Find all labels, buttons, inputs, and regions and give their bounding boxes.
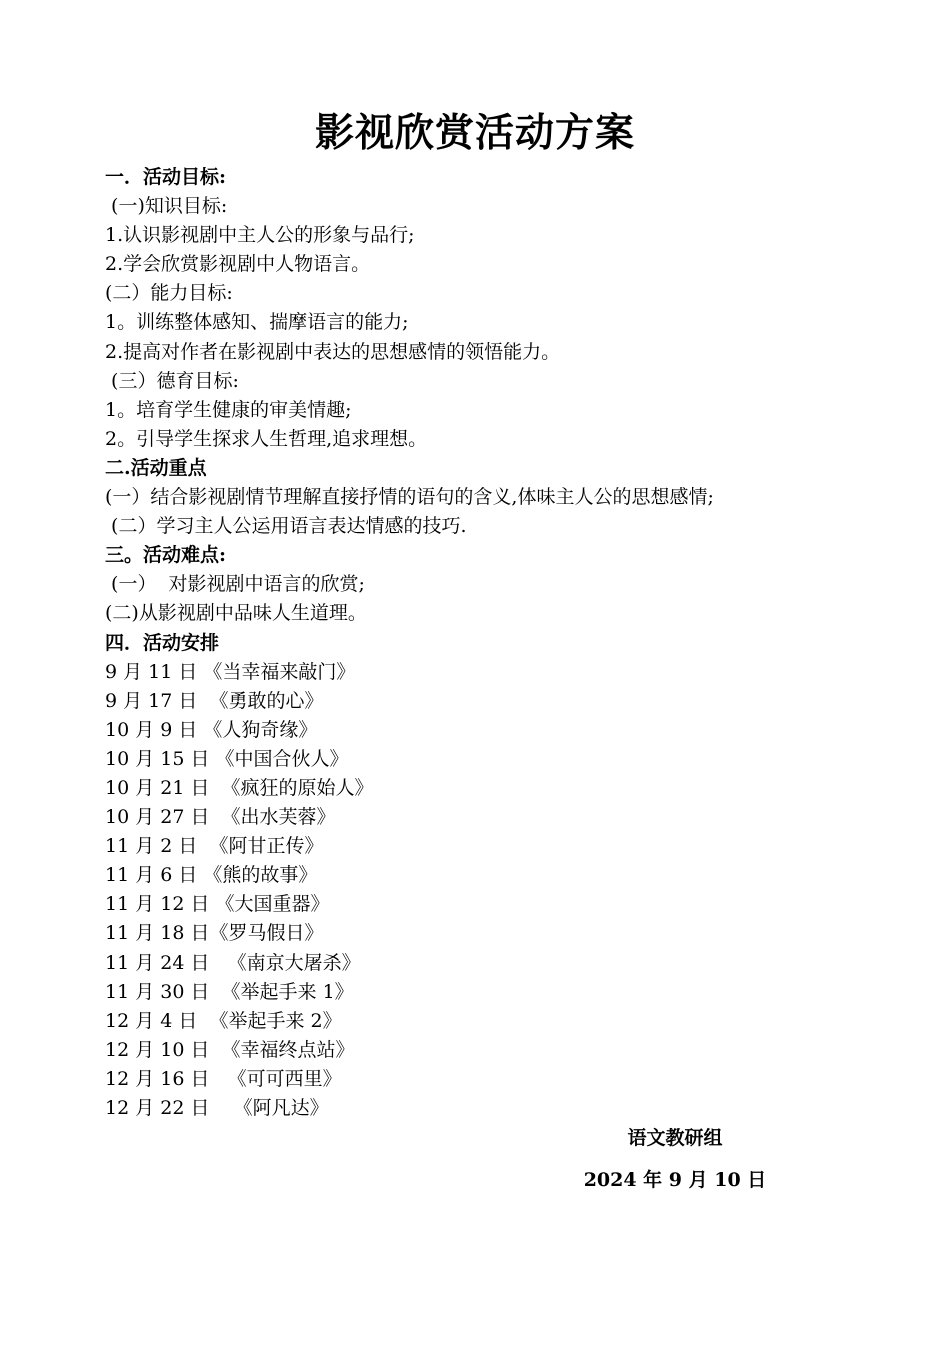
schedule-item: 9 月 17 日 《勇敢的心》	[105, 689, 324, 712]
schedule-item: 10 月 21 日 《疯狂的原始人》	[105, 776, 374, 799]
section-line: (一)知识目标:	[105, 195, 228, 218]
section-heading: 四．活动安排	[105, 631, 220, 654]
document-title: 影视欣赏活动方案	[314, 110, 635, 156]
section-heading: 一．活动目标:	[105, 166, 227, 188]
section-line: 2.提高对作者在影视剧中表达的思想感情的领悟能力。	[105, 340, 561, 363]
schedule-item: 10 月 9 日 《人狗奇缘》	[105, 718, 318, 741]
schedule-item: 11 月 12 日 《大国重器》	[105, 893, 330, 916]
section-list	[105, 163, 925, 658]
section-heading: 三。活动难点:	[105, 544, 227, 567]
section-line: 2.学会欣赏影视剧中人物语言。	[105, 253, 371, 276]
signature-organization: 语文教研组	[627, 1127, 723, 1149]
section-line: 2。引导学生探求人生哲理,追求理想。	[105, 427, 428, 450]
section-line: (一）结合影视剧情节理解直接抒情的语句的含义,体味主人公的思想感情;	[105, 486, 714, 509]
schedule-item: 12 月 10 日 《幸福终点站》	[105, 1038, 355, 1061]
schedule-item: 11 月 30 日 《举起手来 1》	[105, 980, 354, 1003]
section-line: 1。培育学生健康的审美情趣;	[105, 398, 352, 421]
section-line: 1.认识影视剧中主人公的形象与品行;	[105, 224, 415, 247]
section-heading: 二.活动重点	[105, 456, 207, 479]
schedule-item: 11 月 18 日《罗马假日》	[105, 922, 324, 945]
schedule-item: 11 月 6 日 《熊的故事》	[105, 864, 318, 887]
schedule-item: 10 月 27 日 《出水芙蓉》	[105, 806, 336, 829]
schedule-list	[105, 658, 925, 1124]
section-line: (三）德育目标:	[105, 369, 239, 392]
section-line: 1。训练整体感知、揣摩语言的能力;	[105, 311, 409, 334]
section-line: (一） 对影视剧中语言的欣赏;	[105, 573, 365, 596]
schedule-item: 11 月 2 日 《阿甘正传》	[105, 835, 324, 858]
schedule-item: 12 月 16 日 《可可西里》	[105, 1067, 342, 1090]
schedule-item: 11 月 24 日 《南京大屠杀》	[105, 951, 361, 974]
schedule-item: 12 月 22 日 《阿凡达》	[105, 1097, 329, 1119]
schedule-item: 10 月 15 日 《中国合伙人》	[105, 747, 349, 770]
section-line: (二）能力目标:	[105, 282, 233, 305]
schedule-item: 9 月 11 日 《当幸福来敲门》	[105, 660, 356, 683]
section-line: (二)从影视剧中品味人生道理。	[105, 602, 367, 625]
schedule-item: 12 月 4 日 《举起手来 2》	[105, 1009, 342, 1032]
document-body	[105, 163, 925, 1123]
section-line: (二）学习主人公运用语言表达情感的技巧.	[105, 515, 467, 538]
signature-date: 2024 年 9 月 10 日	[583, 1169, 767, 1191]
